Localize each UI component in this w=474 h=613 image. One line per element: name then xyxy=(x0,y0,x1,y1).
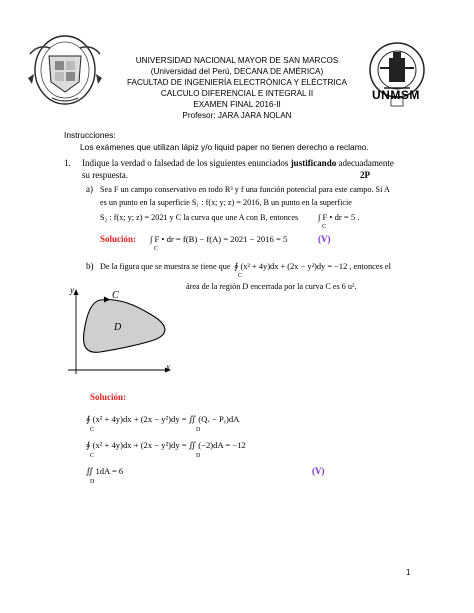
y-axis-arrow xyxy=(74,289,79,295)
question-text-c: su respuesta. xyxy=(82,170,128,180)
faculty-name: FACULTAD DE INGENIERÍA ELECTRÓNICA Y ELÉCTRICA xyxy=(126,78,348,87)
part-a-line2: es un punto en la superficie S₁ : f(x; y; z) = 2016, B un punto en la superficie xyxy=(100,198,352,207)
part-a-label: a) xyxy=(86,184,93,194)
part-b-integral-sub: C xyxy=(238,273,243,279)
course-name: CALCULO DIFERENCIAL E INTEGRAL II xyxy=(160,89,314,98)
part-b-equation-1: ∮ (x² + 4y)dx + (2x − y²)dy = ∬ (Qₓ − Pᵧ)dA xyxy=(86,414,240,424)
instructions-text: Los exámenes que utilizan lápiz y/o liquid paper no tienen derecho a reclamo. xyxy=(80,142,369,152)
part-b-equation-2: ∮ (x² + 4y)dx + (2x − y²)dy = ∬ (−2)dA = −12 xyxy=(86,440,246,450)
question-number: 1. xyxy=(64,158,71,168)
part-a-integral: ∫ F • dr = 5 . xyxy=(318,212,360,222)
university-name: UNIVERSIDAD NACIONAL MAYOR DE SAN MARCOS xyxy=(135,56,339,65)
region-figure xyxy=(64,286,182,378)
question-text-a: Indique la verdad o falsedad de los siguientes enunciados xyxy=(82,158,289,168)
part-a-solution-sub: C xyxy=(154,246,159,252)
part-a-integral-sub: C xyxy=(322,224,327,230)
part-b-solution-label: Solución: xyxy=(90,392,127,402)
part-a-line3: S₂ : f(x; y; z) = 2021 y C la curva que une A con B, entonces xyxy=(100,213,299,222)
question-text-bold: justificando xyxy=(290,158,337,168)
part-b-eq3-sub-d: D xyxy=(90,479,95,485)
question-statement xyxy=(82,158,394,169)
part-a-solution-math: ∫ F • dr = f(B) − f(A) = 2021 − 2016 = 5 xyxy=(150,234,288,244)
part-b-integral: ∮ (x² + 4y)dx + (2x − y²)dy = −12 , entonces el xyxy=(234,262,391,271)
part-b-verdict: (V) xyxy=(312,466,325,476)
part-b-eq2-sub-d: D xyxy=(196,453,201,459)
question-points: 2P xyxy=(360,170,370,180)
part-b-line1: De la figura que se muestra se tiene que xyxy=(100,262,231,271)
curve-label-c: C xyxy=(112,290,119,301)
question-text-b: adecuadamente xyxy=(338,158,394,168)
part-b-line2: área de la región D encerrada por la curva C es 6 u². xyxy=(186,282,357,291)
part-a-solution-label: Solución: xyxy=(100,234,137,244)
part-a-line1: Sea F un campo conservativo en todo R³ y f una función potencial para este campo. Si A xyxy=(100,185,390,194)
university-subtitle: (Universidad del Perú, DECANA DE AMÉRICA) xyxy=(150,67,324,76)
x-axis-label: x xyxy=(166,362,170,372)
region-d-shape xyxy=(84,300,165,353)
faculty-logo-text: UNMSM xyxy=(372,88,420,102)
part-b-eq2-sub-c: C xyxy=(90,453,95,459)
part-b-label: b) xyxy=(86,261,94,271)
part-a-verdict: (V) xyxy=(318,234,331,244)
region-label-d: D xyxy=(114,322,122,333)
part-b-equation-3: ∬ 1dA = 6 xyxy=(86,466,124,476)
instructions-title: Instrucciones: xyxy=(64,130,116,140)
part-b-eq1-sub-d: D xyxy=(196,427,201,433)
professor-name: Profesor: JARA JARA NOLAN xyxy=(182,111,292,120)
exam-title: EXAMEN FINAL 2016-II xyxy=(193,100,281,109)
part-b-eq1-sub-c: C xyxy=(90,427,95,433)
page-number: 1 xyxy=(406,568,411,577)
y-axis-label: y xyxy=(70,285,74,295)
